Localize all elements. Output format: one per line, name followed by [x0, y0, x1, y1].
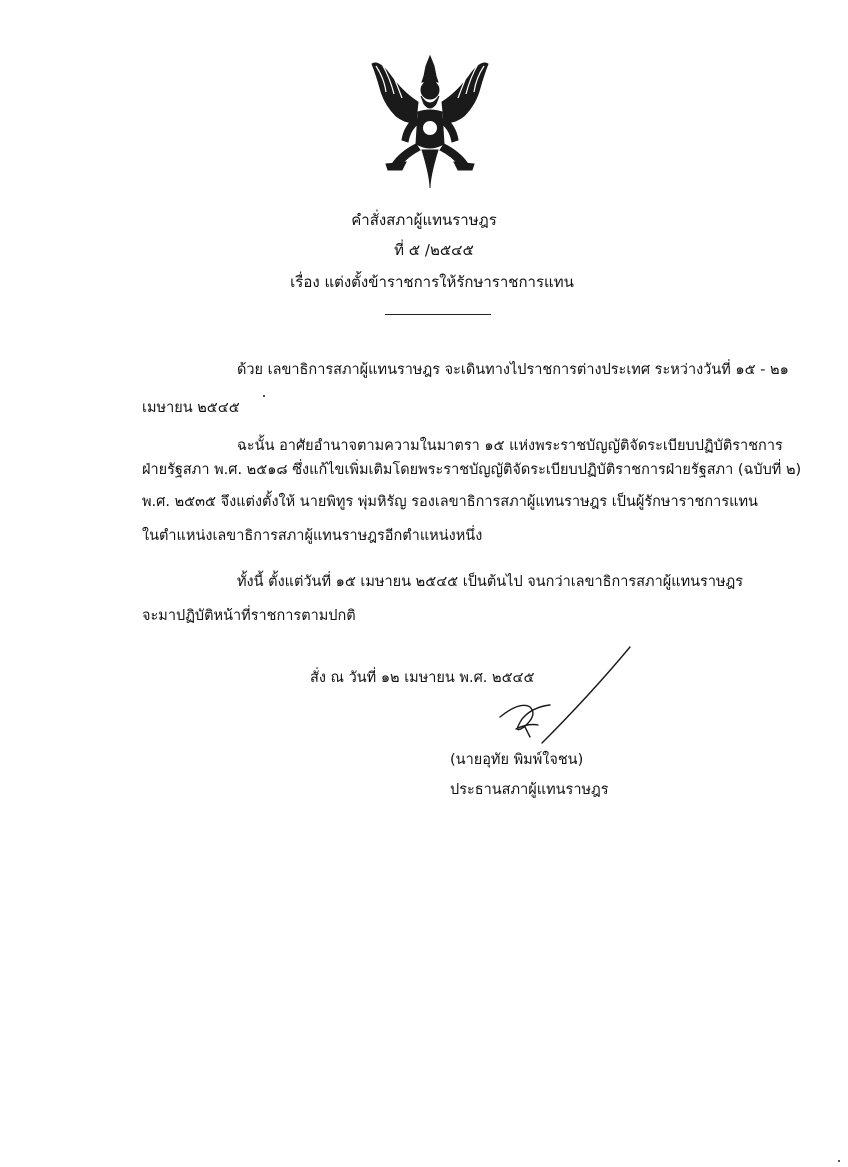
issue-date: สั่ง ณ วันที่ ๑๒ เมษายน พ.ศ. ๒๕๔๕ [310, 670, 535, 686]
order-title: คำสั่งสภาผู้แทนราษฎร [351, 211, 497, 229]
scan-speck [838, 1160, 840, 1162]
handwritten-signature [480, 645, 650, 755]
paragraph-2-line-4: ในตำแหน่งเลขาธิการสภาผู้แทนราษฎรอีกตำแหน่งหนึ่ง [142, 528, 483, 544]
paragraph-3-line-2: จะมาปฏิบัติหน้าที่ราชการตามปกติ [142, 608, 356, 624]
paragraph-3-line-1: ทั้งนี้ ตั้งแต่วันที่ ๑๕ เมษายน ๒๕๔๕ เป็นต้นไป จนกว่าเลขาธิการสภาผู้แทนราษฎร [237, 574, 744, 590]
order-subject: เรื่อง แต่งตั้งข้าราชการให้รักษาราชการแทน [290, 273, 574, 291]
paragraph-1-line-2: เมษายน ๒๕๔๕ [142, 400, 240, 416]
garuda-emblem [366, 52, 494, 192]
divider [385, 314, 491, 315]
signer-position: ประธานสภาผู้แทนราษฎร [450, 782, 609, 798]
paragraph-1-line-1: ด้วย เลขาธิการสภาผู้แทนราษฎร จะเดินทางไปราชการต่างประเทศ ระหว่างวันที่ ๑๕ - ๒๑ [237, 362, 789, 378]
scan-speck [263, 395, 265, 397]
order-number: ที่ ๕ /๒๕๔๕ [394, 241, 474, 259]
signer-name: (นายอุทัย พิมพ์ใจชน) [450, 752, 584, 768]
paragraph-2-line-2: ฝ่ายรัฐสภา พ.ศ. ๒๕๑๘ ซึ่งแก้ไขเพิ่มเติมโดยพระราชบัญญัติจัดระเบียบปฏิบัติราชการฝ่ายรัฐสภา (ฉบับที่ ๒) [142, 462, 802, 478]
paragraph-2-line-3: พ.ศ. ๒๕๓๕ จึงแต่งตั้งให้ นายพิทูร พุ่มหิรัญ รองเลขาธิการสภาผู้แทนราษฎร เป็นผู้รักษาราชการแทน [142, 494, 758, 510]
paragraph-2-line-1: ฉะนั้น อาศัยอำนาจตามความในมาตรา ๑๕ แห่งพระราชบัญญัติจัดระเบียบปฏิบัติราชการ [237, 438, 783, 454]
